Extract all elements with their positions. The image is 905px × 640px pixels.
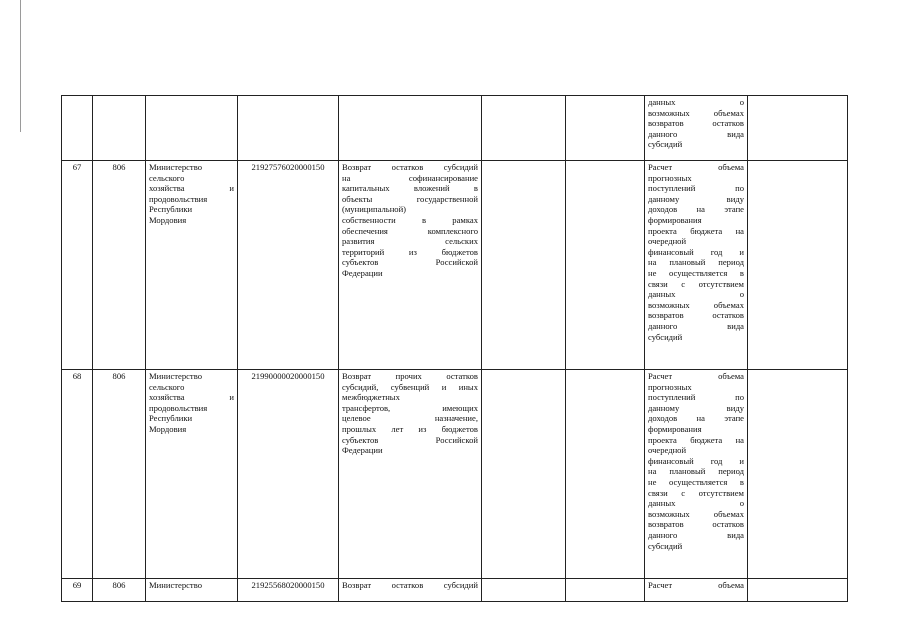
text-line: целевое назначение, [342, 413, 478, 424]
text-line: капитальных вложений в [342, 183, 478, 194]
text-line: Федерации [342, 267, 383, 278]
admin-code-cell [93, 96, 146, 161]
row-number-cell: 68 [62, 370, 93, 579]
text-line: субъектов Российской [342, 434, 478, 445]
column-6-cell [482, 579, 566, 602]
admin-name-cell [146, 579, 238, 602]
scan-page-edge-line [20, 0, 21, 132]
kbk-code-cell: 21990000020000150 [238, 370, 339, 579]
text-line: территорий из бюджетов [342, 246, 478, 257]
text-line: Возврат остатков субсидий [342, 162, 478, 172]
text-line: связи с отсутствием [648, 278, 744, 289]
text-line: обеспечения комплексного [342, 225, 478, 236]
admin-code-cell: 806 [93, 579, 146, 602]
text-line: возможных объемах [648, 299, 744, 310]
income-name-cell [339, 96, 482, 161]
text-line: прогнозных [648, 381, 692, 392]
table-row-67 [62, 161, 848, 370]
text-line: возвратов остатков [648, 310, 744, 321]
text-line: возможных объемах [648, 508, 744, 519]
text-line: поступлений по [648, 392, 744, 403]
text-line: доходов на этапе [648, 413, 744, 424]
column-9-cell [748, 96, 848, 161]
text-line: Расчет объема [648, 162, 744, 172]
text-line: межбюджетных [342, 392, 400, 403]
column-7-cell [566, 161, 645, 370]
text-line: данного вида [648, 529, 744, 540]
text-line: не осуществляется в [648, 267, 744, 278]
column-7-cell [566, 370, 645, 579]
text-line: данных о [648, 97, 744, 107]
text-line: Республики [149, 204, 193, 215]
column-9-cell [748, 161, 848, 370]
text-line: Министерство [149, 162, 202, 172]
table-row-continued [62, 96, 848, 161]
column-7-cell [566, 96, 645, 161]
text-line: субсидий [648, 139, 683, 150]
column-9-cell [748, 370, 848, 579]
text-line: Расчет объема [648, 580, 744, 590]
text-line: Возврат остатков субсидий [342, 580, 478, 590]
text-line: возможных объемах [648, 107, 744, 118]
text-line: на плановый период [648, 257, 744, 268]
text-line: на софинансирование [342, 172, 478, 183]
text-line: финансовый год и [648, 455, 744, 466]
text-line: Расчет объема [648, 371, 744, 381]
admin-name-cell [146, 161, 238, 370]
kbk-code-cell: 21927576020000150 [238, 161, 339, 370]
text-line: данных о [648, 289, 744, 300]
text-line: хозяйства и [149, 183, 234, 194]
text-line: формирования [648, 214, 702, 225]
column-9-cell [748, 579, 848, 602]
kbk-code-cell: 21925568020000150 [238, 579, 339, 602]
calculation-method-cell [645, 161, 748, 370]
calculation-method-cell [645, 579, 748, 602]
text-line: на плановый период [648, 466, 744, 477]
text-line: прогнозных [648, 172, 692, 183]
column-6-cell [482, 161, 566, 370]
text-line: субъектов Российской [342, 257, 478, 268]
text-line: связи с отсутствием [648, 487, 744, 498]
row-number-cell: 69 [62, 579, 93, 602]
text-line: прошлых лет из бюджетов [342, 423, 478, 434]
text-line: данному виду [648, 193, 744, 204]
text-line: субсидий, субвенций и иных [342, 381, 478, 392]
text-line: Возврат прочих остатков [342, 371, 478, 381]
text-line: очередной [648, 445, 687, 456]
text-line: субсидий [648, 540, 683, 551]
text-line: Федерации [342, 445, 383, 456]
text-line: данного вида [648, 320, 744, 331]
text-line: очередной [648, 236, 687, 247]
admin-code-cell: 806 [93, 161, 146, 370]
income-name-cell [339, 370, 482, 579]
text-line: возвратов остатков [648, 118, 744, 129]
text-line: продовольствия [149, 402, 208, 413]
text-line: субсидий [648, 331, 683, 342]
text-line: не осуществляется в [648, 476, 744, 487]
column-6-cell [482, 96, 566, 161]
admin-name-cell [146, 370, 238, 579]
income-name-cell [339, 161, 482, 370]
text-line: Мордовия [149, 423, 187, 434]
text-line: Республики [149, 413, 193, 424]
text-line: проекта бюджета на [648, 434, 744, 445]
text-line: данного вида [648, 128, 744, 139]
text-line: объекты государственной [342, 193, 478, 204]
text-line: сельского [149, 381, 185, 392]
text-line: Министерство [149, 371, 202, 381]
kbk-code-cell [238, 96, 339, 161]
admin-code-cell: 806 [93, 370, 146, 579]
income-name-cell [339, 579, 482, 602]
text-line: доходов на этапе [648, 204, 744, 215]
text-line: продовольствия [149, 193, 208, 204]
text-line: финансовый год и [648, 246, 744, 257]
text-line: (муниципальной) [342, 204, 407, 215]
text-line: сельского [149, 172, 185, 183]
admin-name-cell [146, 96, 238, 161]
text-line: данному виду [648, 402, 744, 413]
text-line: собственности в рамках [342, 214, 478, 225]
row-number-cell [62, 96, 93, 161]
text-line: формирования [648, 423, 702, 434]
text-line: развития сельских [342, 236, 478, 247]
text-line: трансфертов, имеющих [342, 402, 478, 413]
text-line: возвратов остатков [648, 519, 744, 530]
text-line: Мордовия [149, 214, 187, 225]
text-line: поступлений по [648, 183, 744, 194]
table-row-69 [62, 579, 848, 602]
calculation-method-cell [645, 96, 748, 161]
row-number-cell: 67 [62, 161, 93, 370]
text-line: хозяйства и [149, 392, 234, 403]
table-row-68 [62, 370, 848, 579]
text-line: проекта бюджета на [648, 225, 744, 236]
calculation-method-cell [645, 370, 748, 579]
column-7-cell [566, 579, 645, 602]
text-line: данных о [648, 498, 744, 509]
column-6-cell [482, 370, 566, 579]
text-line: Министерство [149, 580, 202, 590]
revenue-sources-table [61, 95, 848, 602]
